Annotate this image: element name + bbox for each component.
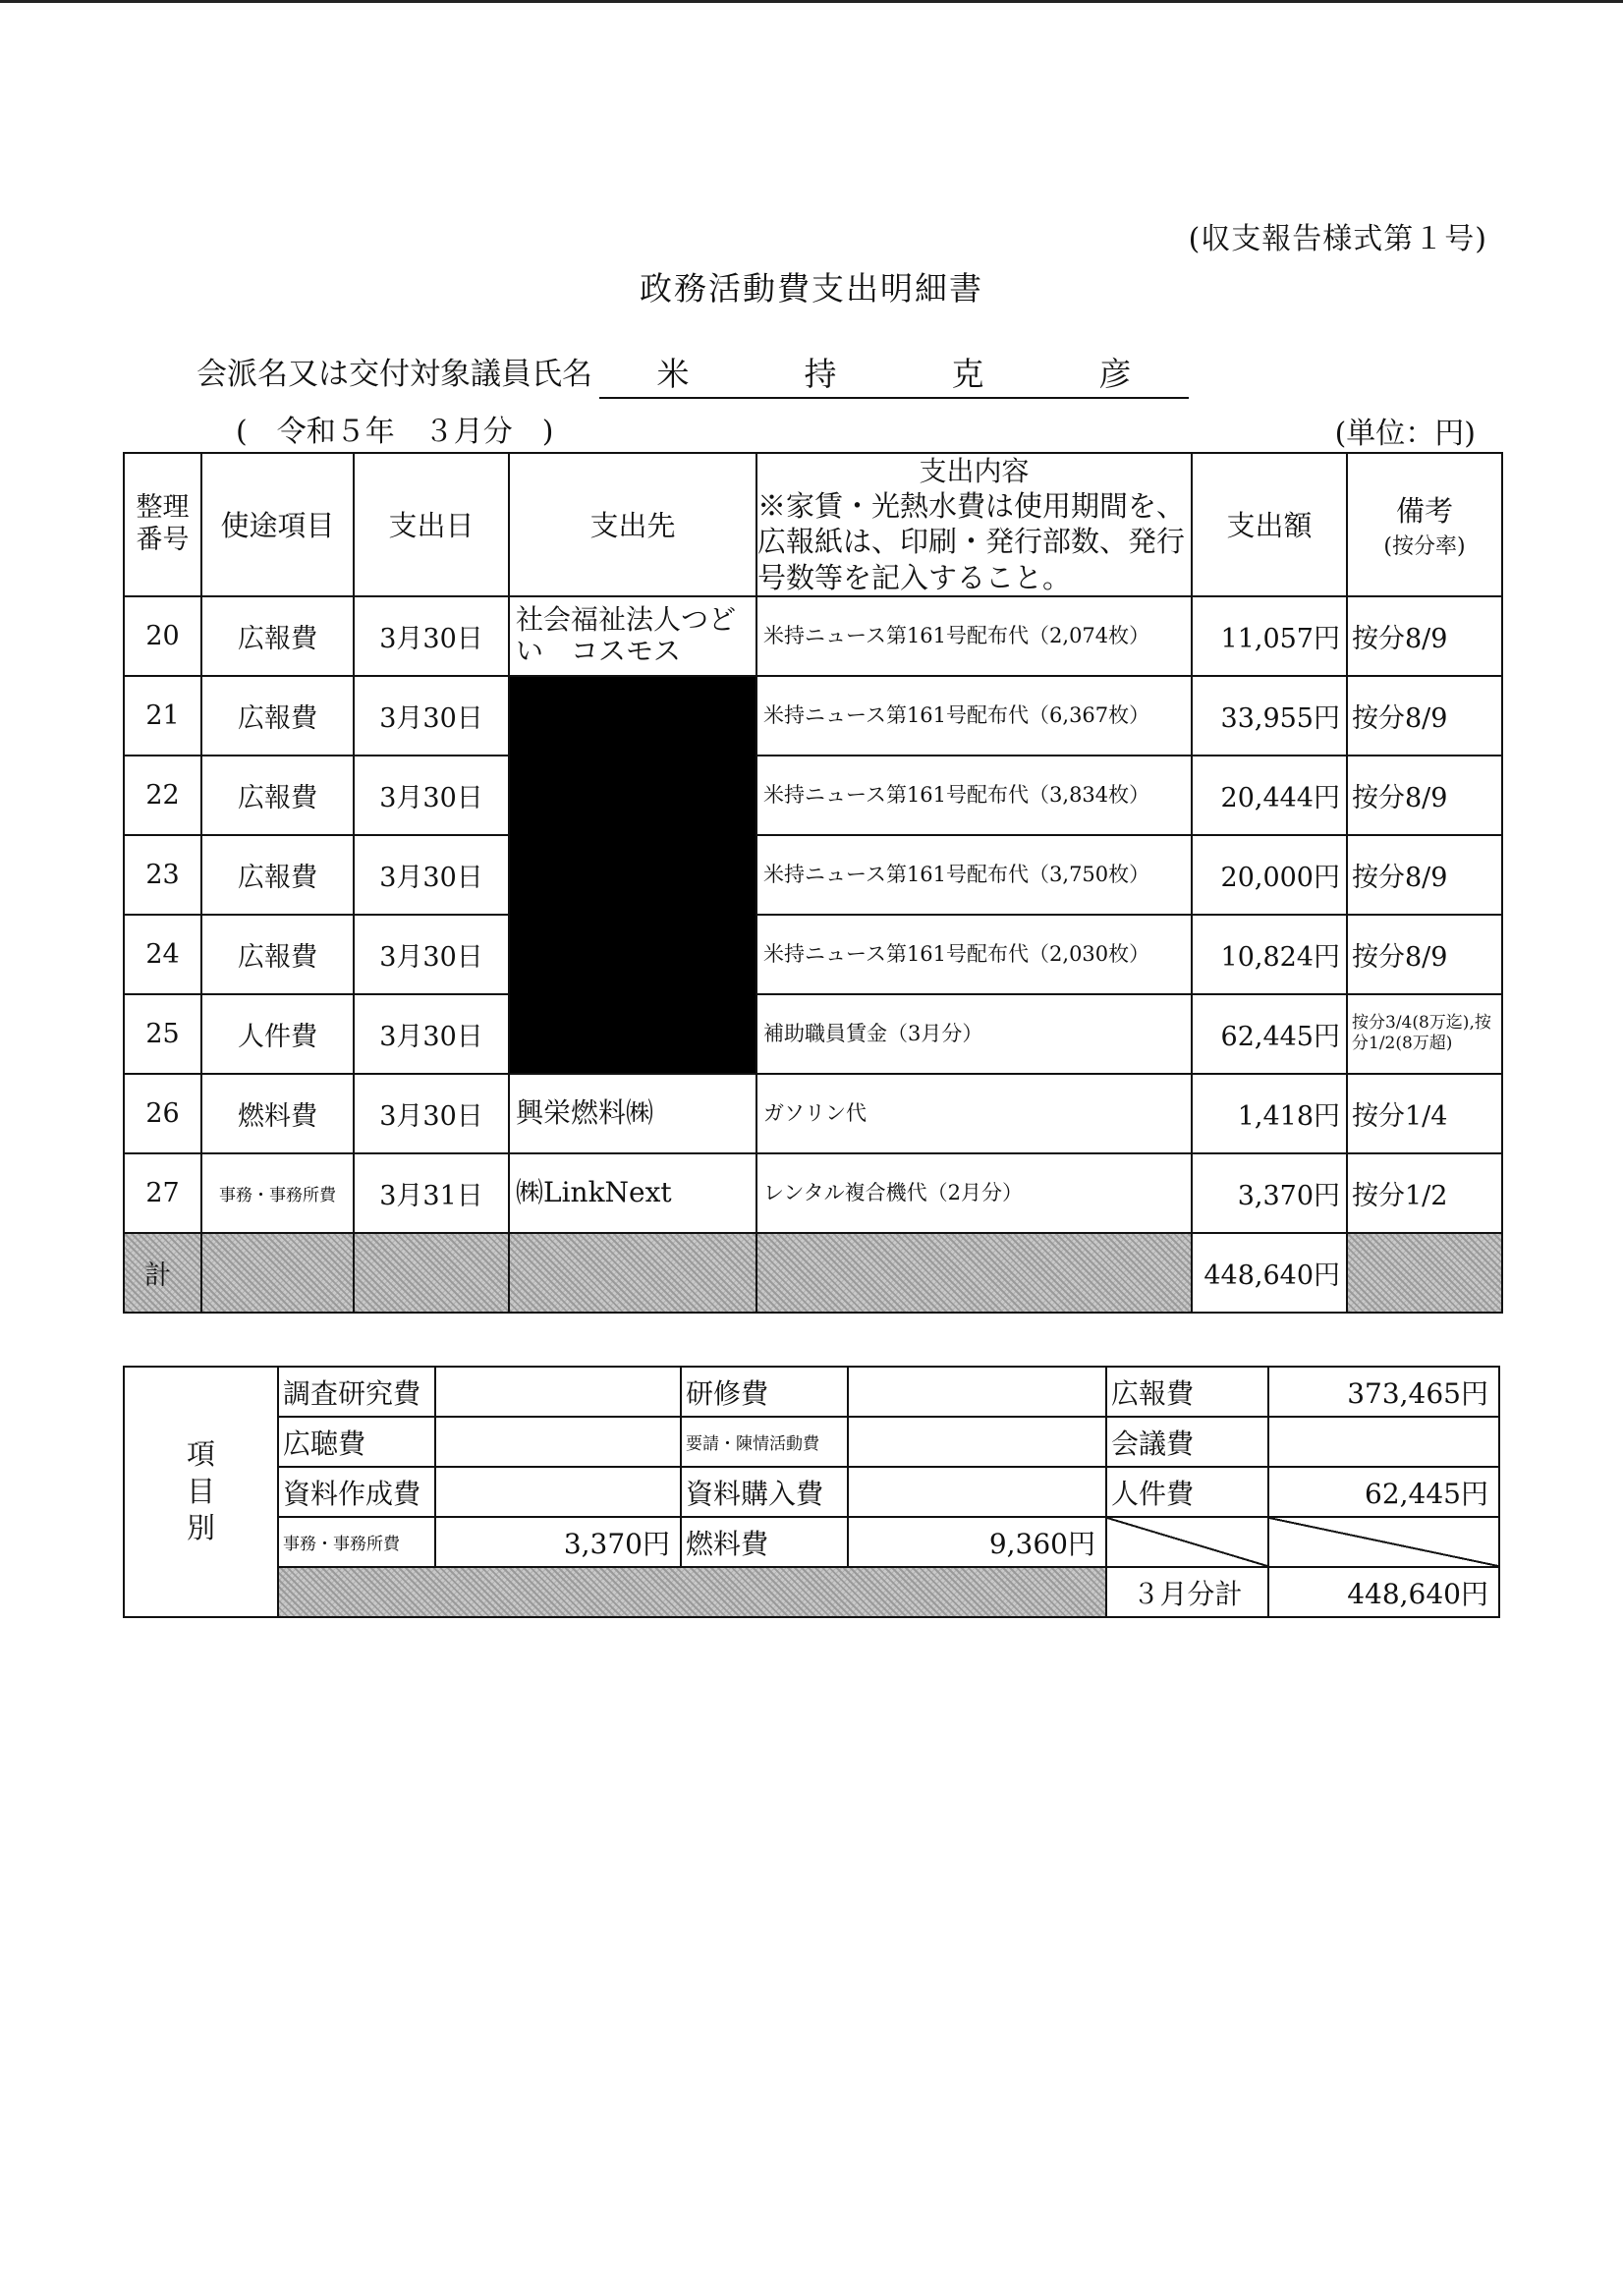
row-description: 米持ニュース第161号配布代（2,074枚） [756, 596, 1192, 676]
table-row [124, 1153, 1502, 1233]
header-note [1347, 453, 1502, 596]
row-description: レンタル複合機代（2月分） [756, 1153, 1192, 1233]
header-note-title: 備考 [1395, 493, 1453, 528]
row-category: 広報費 [201, 756, 354, 835]
summary-row [124, 1517, 1499, 1567]
row-note: 按分3/4(8万迄),按分1/2(8万超) [1347, 994, 1502, 1074]
summary-label-hearing: 広聴費 [278, 1417, 435, 1467]
table-row [124, 1074, 1502, 1153]
row-category: 広報費 [201, 915, 354, 994]
row-no: 22 [124, 756, 201, 835]
row-payee: 社会福祉法人つどい コスモス [509, 596, 756, 676]
struck-out-cell [1268, 1517, 1499, 1567]
table-row [124, 915, 1502, 994]
row-amount: 3,370円 [1192, 1153, 1347, 1233]
member-name-char: 持 [804, 355, 837, 393]
row-description: 米持ニュース第161号配布代（6,367枚） [756, 676, 1192, 756]
row-no: 25 [124, 994, 201, 1074]
row-note: 按分1/4 [1347, 1074, 1502, 1153]
category-summary-table [123, 1366, 1500, 1618]
row-no: 26 [124, 1074, 201, 1153]
member-name [599, 349, 1189, 399]
table-row [124, 835, 1502, 915]
shaded-cell [278, 1567, 1106, 1617]
side-label-char: 別 [186, 1511, 215, 1545]
shaded-cell [509, 1233, 756, 1313]
member-name-char: 彦 [1098, 355, 1132, 393]
row-amount: 11,057円 [1192, 596, 1347, 676]
row-description: 米持ニュース第161号配布代（3,834枚） [756, 756, 1192, 835]
summary-label-pr: 広報費 [1106, 1367, 1268, 1417]
table-row [124, 756, 1502, 835]
header-payee: 支出先 [509, 453, 756, 596]
redacted-payee-block [509, 676, 756, 1074]
row-category: 広報費 [201, 835, 354, 915]
document-title: 政務活動費支出明細書 [640, 269, 983, 308]
row-no: 27 [124, 1153, 201, 1233]
row-note: 按分8/9 [1347, 676, 1502, 756]
row-date: 3月30日 [354, 1074, 509, 1153]
total-amount: 448,640円 [1192, 1233, 1347, 1313]
header-description [756, 453, 1192, 596]
member-label: 会派名又は交付対象議員氏名 [196, 357, 592, 392]
summary-row [124, 1417, 1499, 1467]
summary-row [124, 1467, 1499, 1517]
header-category: 使途項目 [201, 453, 354, 596]
summary-value-training [848, 1367, 1106, 1417]
row-category: 事務・事務所費 [201, 1153, 354, 1233]
row-amount: 33,955円 [1192, 676, 1347, 756]
table-row [124, 994, 1502, 1074]
summary-value-material-make [435, 1467, 681, 1517]
row-date: 3月30日 [354, 915, 509, 994]
summary-value-research [435, 1367, 681, 1417]
report-period: ( 令和５年 ３月分 ) [236, 415, 554, 449]
summary-value-hearing [435, 1417, 681, 1467]
table-row [124, 676, 1502, 756]
row-note: 按分1/2 [1347, 1153, 1502, 1233]
row-category: 広報費 [201, 676, 354, 756]
row-amount: 20,444円 [1192, 756, 1347, 835]
table-header-row [124, 453, 1502, 596]
row-amount: 1,418円 [1192, 1074, 1347, 1153]
summary-value-office: 3,370円 [435, 1517, 681, 1567]
summary-value-personnel: 62,445円 [1268, 1467, 1499, 1517]
side-label-char: 項 [186, 1436, 215, 1471]
row-no: 20 [124, 596, 201, 676]
header-amount: 支出額 [1192, 453, 1347, 596]
summary-value-material-buy [848, 1467, 1106, 1517]
summary-side-label [124, 1367, 278, 1617]
side-label-char: 目 [186, 1474, 215, 1508]
row-description: 米持ニュース第161号配布代（2,030枚） [756, 915, 1192, 994]
summary-label-meeting: 会議費 [1106, 1417, 1268, 1467]
summary-label-fuel: 燃料費 [681, 1517, 848, 1567]
row-date: 3月30日 [354, 994, 509, 1074]
summary-label-training: 研修費 [681, 1367, 848, 1417]
row-category: 人件費 [201, 994, 354, 1074]
shaded-cell [756, 1233, 1192, 1313]
row-no: 21 [124, 676, 201, 756]
row-category: 広報費 [201, 596, 354, 676]
summary-label-office: 事務・事務所費 [278, 1517, 435, 1567]
summary-total-row [124, 1567, 1499, 1617]
header-description-note: ※家賃・光熱水費は使用期間を、広報紙は、印刷・発行部数、発行号数等を記入すること。 [757, 489, 1186, 594]
shaded-cell [354, 1233, 509, 1313]
expense-detail-table [123, 452, 1503, 1314]
summary-value-meeting [1268, 1417, 1499, 1467]
row-date: 3月30日 [354, 676, 509, 756]
summary-label-research: 調査研究費 [278, 1367, 435, 1417]
row-note: 按分8/9 [1347, 756, 1502, 835]
summary-row [124, 1367, 1499, 1417]
month-total-label: ３月分計 [1106, 1567, 1268, 1617]
row-amount: 20,000円 [1192, 835, 1347, 915]
row-amount: 62,445円 [1192, 994, 1347, 1074]
row-description: 補助職員賃金（3月分） [756, 994, 1192, 1074]
row-date: 3月30日 [354, 756, 509, 835]
total-row [124, 1233, 1502, 1313]
row-description: 米持ニュース第161号配布代（3,750枚） [756, 835, 1192, 915]
summary-label-personnel: 人件費 [1106, 1467, 1268, 1517]
row-description: ガソリン代 [756, 1074, 1192, 1153]
row-payee: ㈱LinkNext [509, 1153, 756, 1233]
summary-label-petition: 要請・陳情活動費 [681, 1417, 848, 1467]
summary-value-petition [848, 1417, 1106, 1467]
row-note: 按分8/9 [1347, 915, 1502, 994]
row-payee: 興栄燃料㈱ [509, 1074, 756, 1153]
summary-label-material-make: 資料作成費 [278, 1467, 435, 1517]
struck-out-cell [1106, 1517, 1268, 1567]
shaded-cell [201, 1233, 354, 1313]
row-date: 3月30日 [354, 835, 509, 915]
row-no: 24 [124, 915, 201, 994]
row-date: 3月30日 [354, 596, 509, 676]
header-date: 支出日 [354, 453, 509, 596]
table-row [124, 596, 1502, 676]
row-category: 燃料費 [201, 1074, 354, 1153]
member-name-char: 米 [656, 355, 690, 393]
scan-top-edge [0, 0, 1623, 3]
row-no: 23 [124, 835, 201, 915]
row-note: 按分8/9 [1347, 835, 1502, 915]
form-code: (収支報告様式第１号) [1188, 222, 1487, 256]
shaded-cell [1347, 1233, 1502, 1313]
header-no: 整理番号 [124, 453, 201, 596]
row-date: 3月31日 [354, 1153, 509, 1233]
row-note: 按分8/9 [1347, 596, 1502, 676]
total-label: 計 [124, 1233, 201, 1313]
header-description-title: 支出内容 [919, 455, 1030, 487]
month-total-value: 448,640円 [1268, 1567, 1499, 1617]
currency-unit: (単位：円) [1334, 417, 1476, 451]
summary-value-fuel: 9,360円 [848, 1517, 1106, 1567]
member-name-char: 克 [951, 355, 984, 393]
row-amount: 10,824円 [1192, 915, 1347, 994]
summary-value-pr: 373,465円 [1268, 1367, 1499, 1417]
summary-label-material-buy: 資料購入費 [681, 1467, 848, 1517]
header-note-sub: (按分率) [1383, 533, 1466, 559]
